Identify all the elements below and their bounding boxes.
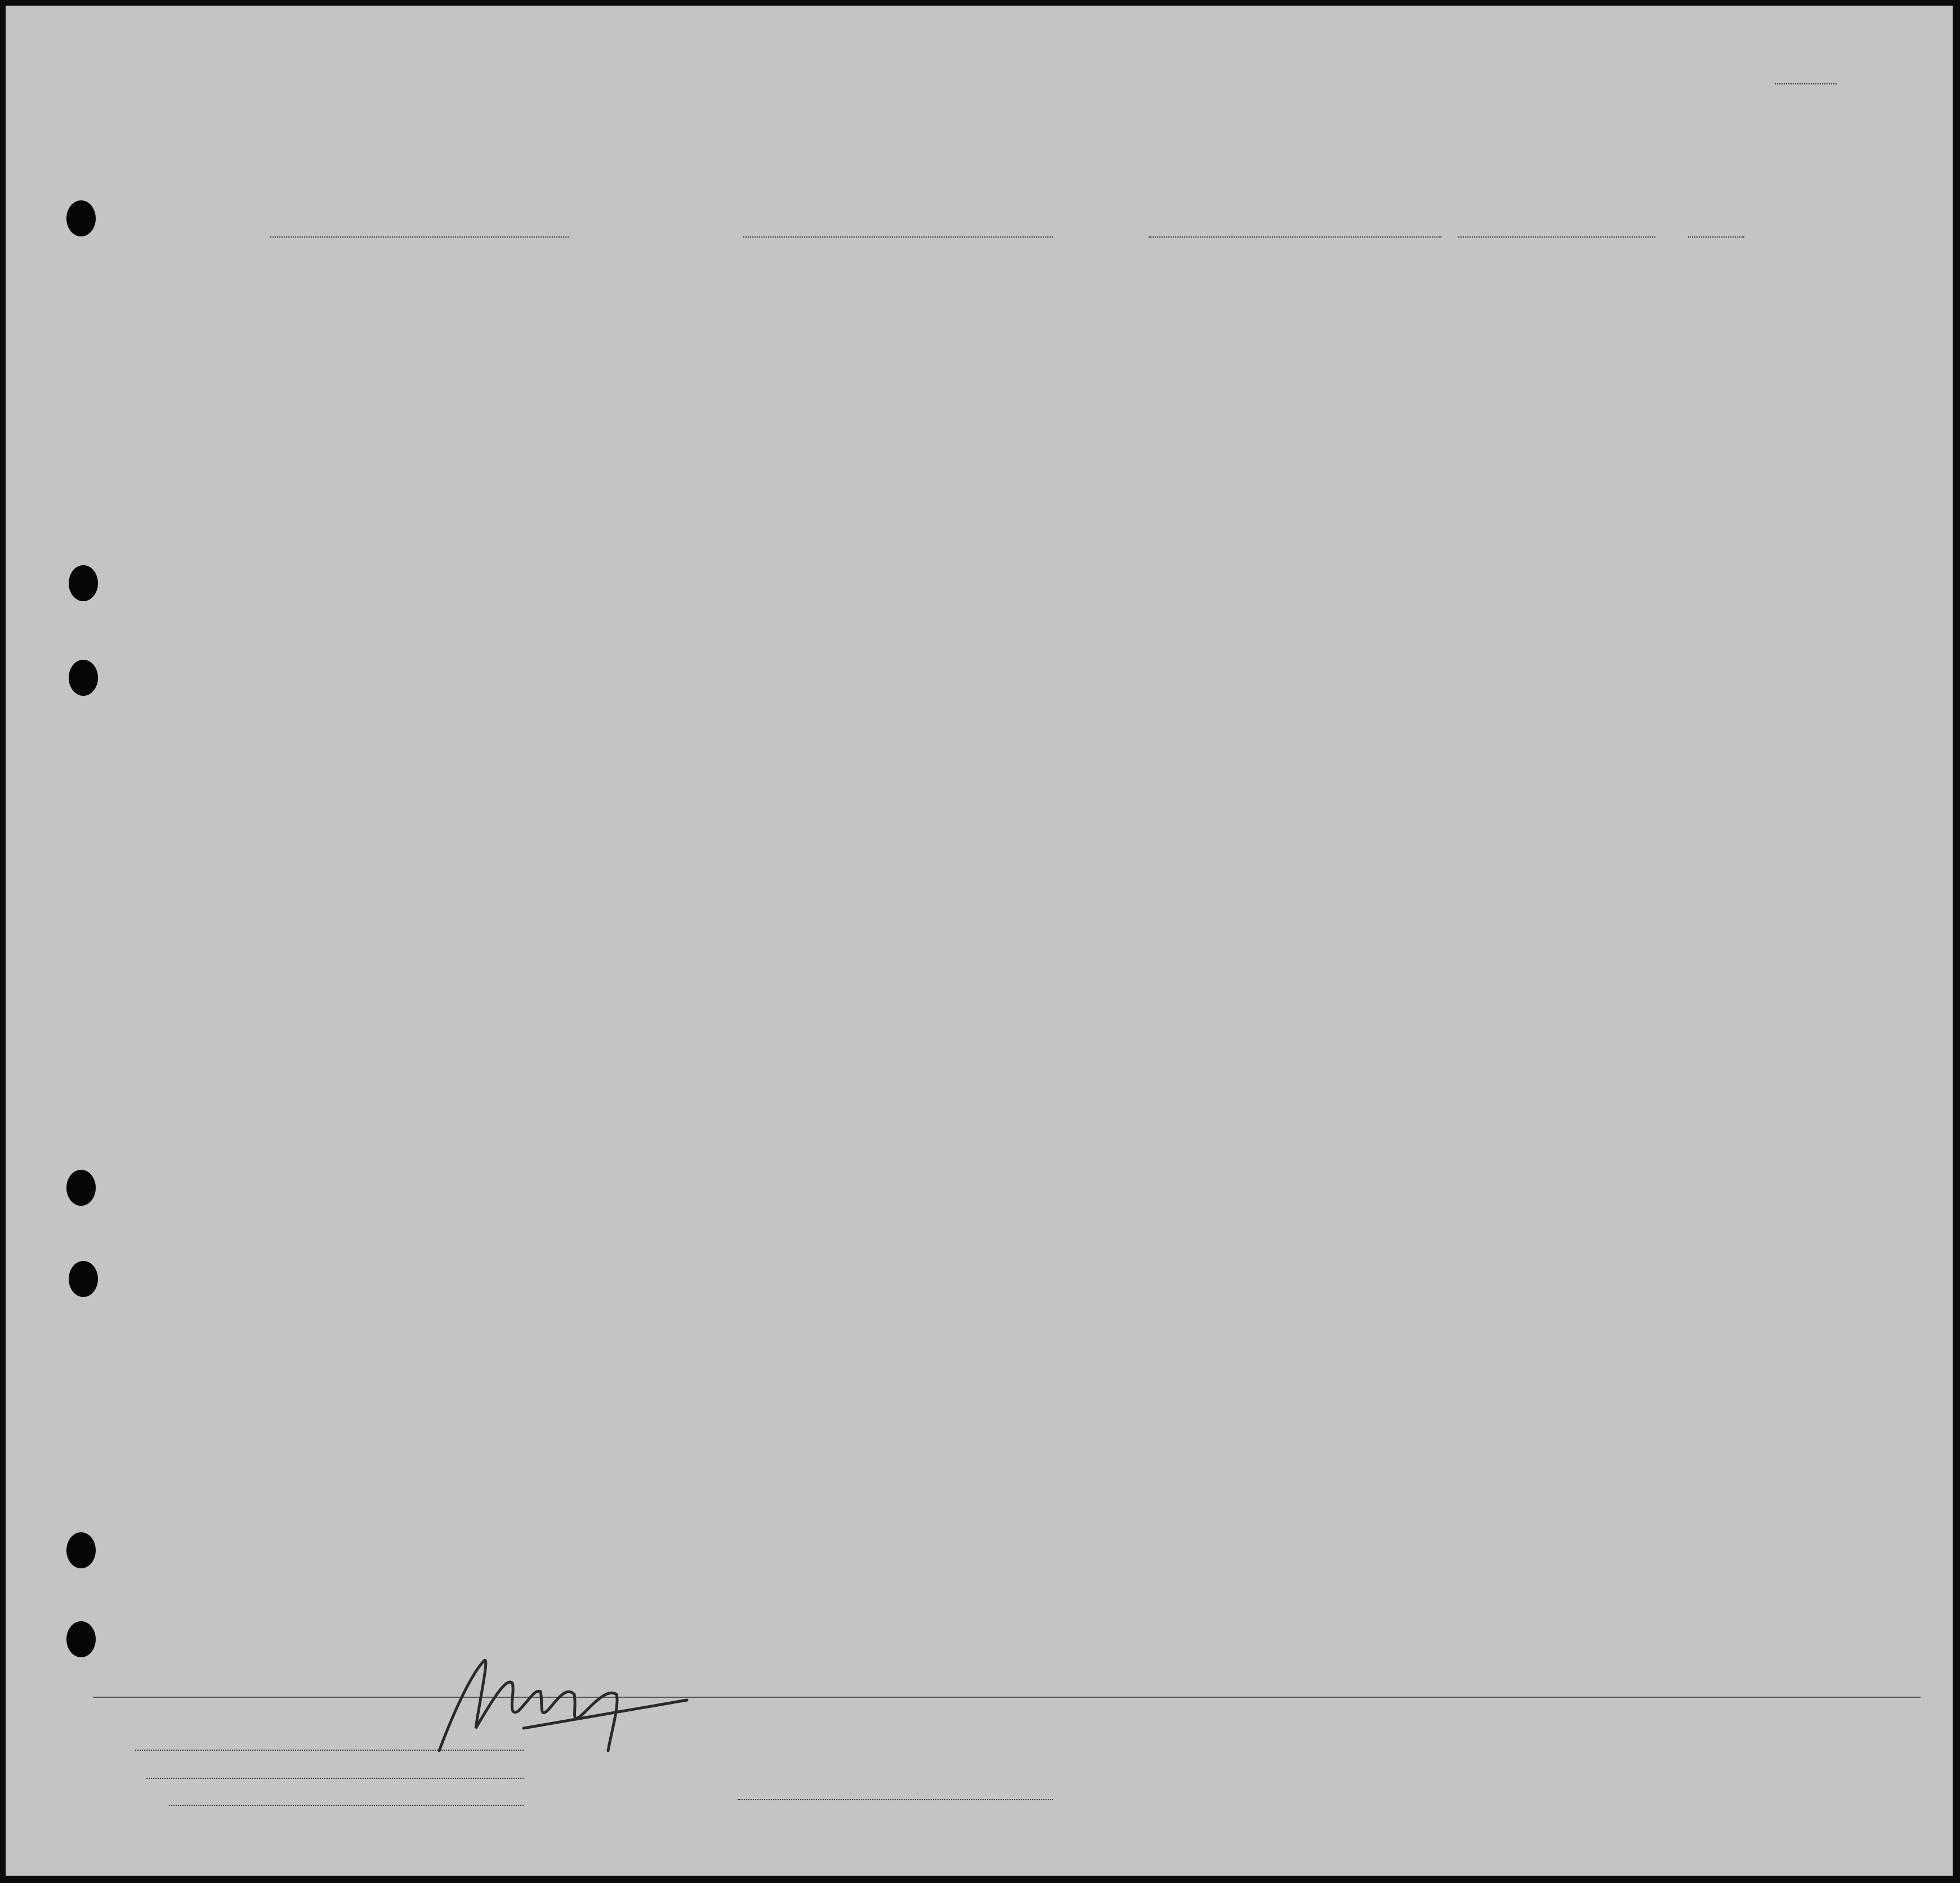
- punch-hole: [66, 1532, 96, 1568]
- inspector-signature: [422, 1638, 715, 1768]
- punch-hole: [69, 1261, 98, 1297]
- punch-hole: [69, 660, 98, 696]
- punch-hole: [69, 565, 98, 601]
- manifest-sheet: [6, 6, 1953, 1876]
- punch-hole: [66, 200, 96, 236]
- punch-hole: [66, 1170, 96, 1206]
- punch-hole: [66, 1621, 96, 1657]
